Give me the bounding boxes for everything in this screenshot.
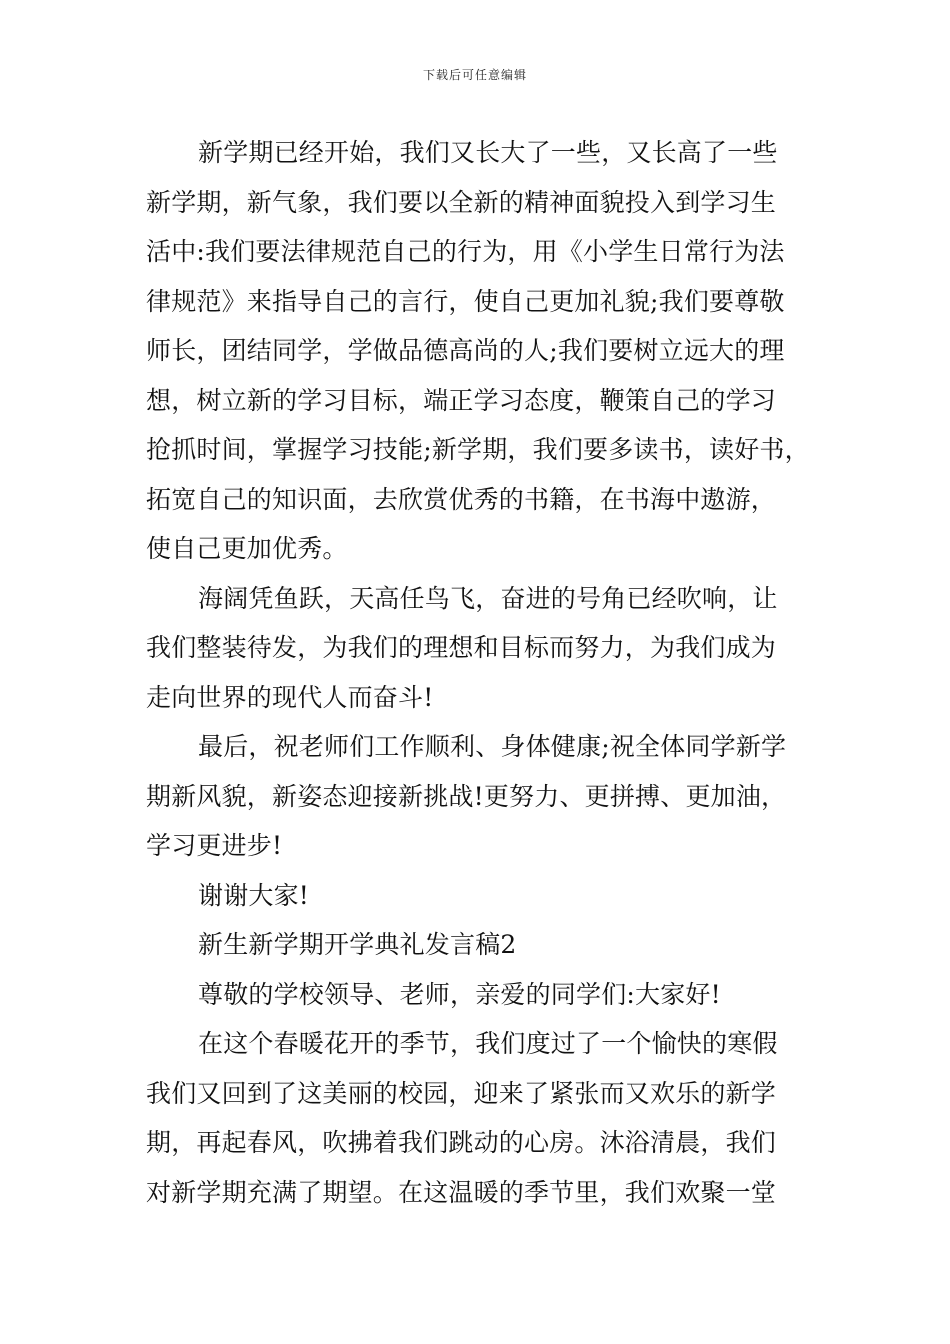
text-line: 学习更进步! xyxy=(146,831,283,860)
document-body xyxy=(146,128,836,1217)
text-line: 想，树立新的学习目标，端正学习态度，鞭策自己的学习 xyxy=(146,385,777,415)
text-line: 律规范》来指导自己的言行，使自己更加礼貌;我们要尊敬 xyxy=(146,286,785,316)
text-line: 海阔凭鱼跃，天高任鸟飞，奋进的号角已经吹响，让 xyxy=(198,583,778,613)
text-line: 抢抓时间，掌握学习技能;新学期，我们要多读书，读好书， xyxy=(146,435,810,464)
text-line: 新学期已经开始，我们又长大了一些，又长高了一些 xyxy=(198,138,778,167)
text-line: 期，再起春风，吹拂着我们跳动的心房。沐浴清晨，我们 xyxy=(146,1128,777,1157)
section-title: 新生新学期开学典礼发言稿2 xyxy=(198,930,517,959)
page-header-note: 下载后可任意编辑 xyxy=(422,68,527,82)
text-line: 师长，团结同学，学做品德高尚的人;我们要树立远大的理 xyxy=(146,336,785,365)
text-line: 新学期，新气象，我们要以全新的精神面貌投入到学习生 xyxy=(146,187,777,217)
text-line: 最后，祝老师们工作顺利、身体健康;祝全体同学新学 xyxy=(198,732,787,761)
text-line: 活中:我们要法律规范自己的行为，用《小学生日常行为法 xyxy=(146,237,785,266)
text-line: 谢谢大家! xyxy=(198,880,310,910)
text-line: 我们整装待发，为我们的理想和目标而努力，为我们成为 xyxy=(146,633,777,662)
text-line: 期新风貌，新姿态迎接新挑战!更努力、更拼搏、更加油， xyxy=(146,781,787,811)
text-line: 使自己更加优秀。 xyxy=(146,534,348,563)
text-line: 对新学期充满了期望。在这温暖的季节里，我们欢聚一堂 xyxy=(146,1177,777,1207)
text-line: 尊敬的学校领导、老师，亲爱的同学们:大家好! xyxy=(198,979,721,1009)
text-line: 在这个春暖花开的季节，我们度过了一个愉快的寒假 xyxy=(198,1029,778,1058)
text-line: 我们又回到了这美丽的校园，迎来了紧张而又欢乐的新学 xyxy=(146,1078,777,1108)
text-line: 走向世界的现代人而奋斗! xyxy=(146,682,434,712)
text-line: 拓宽自己的知识面，去欣赏优秀的书籍，在书海中遨游， xyxy=(146,484,777,514)
